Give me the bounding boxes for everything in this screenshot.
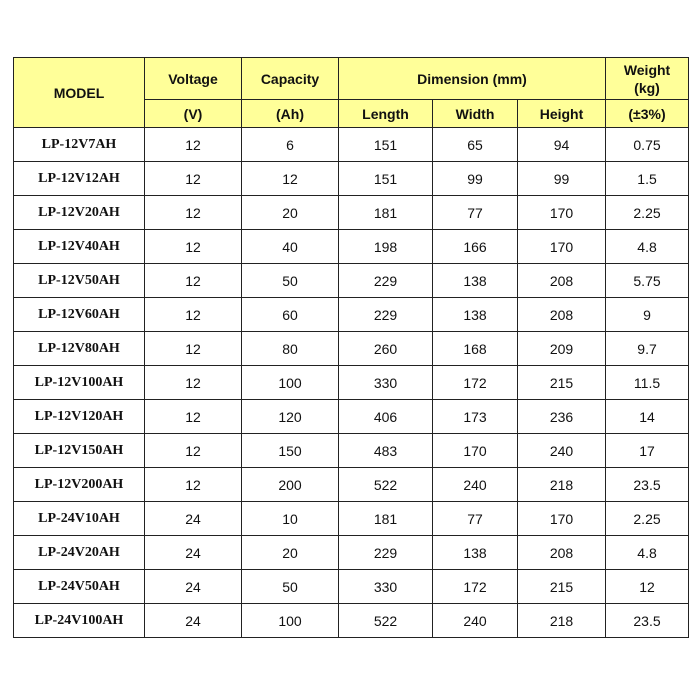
cell-voltage: 12 bbox=[145, 400, 242, 434]
cell-model: LP-12V200AH bbox=[14, 468, 145, 502]
cell-height: 215 bbox=[518, 366, 606, 400]
cell-capacity: 10 bbox=[242, 502, 339, 536]
header-weight bbox=[606, 58, 689, 100]
cell-height: 218 bbox=[518, 604, 606, 638]
cell-model: LP-12V20AH bbox=[14, 196, 145, 230]
cell-weight: 12 bbox=[606, 570, 689, 604]
cell-voltage: 24 bbox=[145, 502, 242, 536]
table-row bbox=[14, 604, 689, 638]
cell-voltage: 12 bbox=[145, 230, 242, 264]
header-model: MODEL bbox=[14, 58, 145, 128]
cell-length: 522 bbox=[339, 468, 433, 502]
cell-length: 330 bbox=[339, 366, 433, 400]
cell-voltage: 12 bbox=[145, 366, 242, 400]
cell-width: 172 bbox=[433, 570, 518, 604]
cell-height: 209 bbox=[518, 332, 606, 366]
cell-capacity: 12 bbox=[242, 162, 339, 196]
cell-weight: 4.8 bbox=[606, 230, 689, 264]
cell-length: 483 bbox=[339, 434, 433, 468]
cell-voltage: 24 bbox=[145, 604, 242, 638]
cell-width: 65 bbox=[433, 128, 518, 162]
cell-voltage: 24 bbox=[145, 570, 242, 604]
cell-height: 208 bbox=[518, 264, 606, 298]
cell-weight: 23.5 bbox=[606, 468, 689, 502]
table-body bbox=[14, 128, 689, 638]
table-row bbox=[14, 298, 689, 332]
cell-height: 240 bbox=[518, 434, 606, 468]
cell-capacity: 200 bbox=[242, 468, 339, 502]
cell-length: 181 bbox=[339, 196, 433, 230]
cell-model: LP-12V150AH bbox=[14, 434, 145, 468]
cell-height: 170 bbox=[518, 230, 606, 264]
header-capacity-unit: (Ah) bbox=[242, 100, 339, 128]
cell-weight: 9 bbox=[606, 298, 689, 332]
cell-model: LP-12V80AH bbox=[14, 332, 145, 366]
cell-width: 138 bbox=[433, 298, 518, 332]
cell-width: 99 bbox=[433, 162, 518, 196]
cell-length: 406 bbox=[339, 400, 433, 434]
cell-model: LP-12V40AH bbox=[14, 230, 145, 264]
cell-width: 173 bbox=[433, 400, 518, 434]
cell-capacity: 50 bbox=[242, 570, 339, 604]
cell-length: 330 bbox=[339, 570, 433, 604]
cell-height: 94 bbox=[518, 128, 606, 162]
table-row bbox=[14, 162, 689, 196]
cell-model: LP-12V50AH bbox=[14, 264, 145, 298]
cell-voltage: 12 bbox=[145, 468, 242, 502]
cell-weight: 2.25 bbox=[606, 502, 689, 536]
cell-weight: 0.75 bbox=[606, 128, 689, 162]
header-dimension: Dimension (mm) bbox=[339, 58, 606, 100]
table-row bbox=[14, 366, 689, 400]
table-row bbox=[14, 400, 689, 434]
cell-width: 77 bbox=[433, 196, 518, 230]
cell-length: 260 bbox=[339, 332, 433, 366]
table-row bbox=[14, 230, 689, 264]
cell-capacity: 150 bbox=[242, 434, 339, 468]
cell-voltage: 12 bbox=[145, 128, 242, 162]
cell-width: 240 bbox=[433, 468, 518, 502]
cell-capacity: 120 bbox=[242, 400, 339, 434]
header-weight-label: Weight bbox=[623, 61, 671, 78]
cell-height: 208 bbox=[518, 536, 606, 570]
cell-width: 166 bbox=[433, 230, 518, 264]
header-voltage-unit: (V) bbox=[145, 100, 242, 128]
cell-capacity: 6 bbox=[242, 128, 339, 162]
cell-weight: 14 bbox=[606, 400, 689, 434]
cell-voltage: 12 bbox=[145, 332, 242, 366]
table-row bbox=[14, 502, 689, 536]
table-row bbox=[14, 434, 689, 468]
header-weight-kg: (kg) bbox=[634, 79, 660, 96]
cell-width: 172 bbox=[433, 366, 518, 400]
header-length: Length bbox=[339, 100, 433, 128]
cell-weight: 2.25 bbox=[606, 196, 689, 230]
cell-voltage: 12 bbox=[145, 162, 242, 196]
cell-weight: 17 bbox=[606, 434, 689, 468]
header-capacity: Capacity bbox=[242, 58, 339, 100]
cell-capacity: 50 bbox=[242, 264, 339, 298]
cell-weight: 9.7 bbox=[606, 332, 689, 366]
battery-spec-table bbox=[13, 57, 689, 638]
cell-height: 208 bbox=[518, 298, 606, 332]
cell-model: LP-24V50AH bbox=[14, 570, 145, 604]
cell-height: 218 bbox=[518, 468, 606, 502]
table-row bbox=[14, 468, 689, 502]
cell-height: 170 bbox=[518, 196, 606, 230]
header-height: Height bbox=[518, 100, 606, 128]
cell-model: LP-12V7AH bbox=[14, 128, 145, 162]
cell-voltage: 24 bbox=[145, 536, 242, 570]
cell-model: LP-12V120AH bbox=[14, 400, 145, 434]
cell-length: 198 bbox=[339, 230, 433, 264]
cell-capacity: 80 bbox=[242, 332, 339, 366]
cell-voltage: 12 bbox=[145, 196, 242, 230]
cell-width: 168 bbox=[433, 332, 518, 366]
header-voltage: Voltage bbox=[145, 58, 242, 100]
cell-capacity: 100 bbox=[242, 366, 339, 400]
cell-length: 151 bbox=[339, 162, 433, 196]
cell-height: 170 bbox=[518, 502, 606, 536]
cell-width: 240 bbox=[433, 604, 518, 638]
table-row bbox=[14, 196, 689, 230]
cell-voltage: 12 bbox=[145, 434, 242, 468]
cell-model: LP-12V60AH bbox=[14, 298, 145, 332]
cell-length: 151 bbox=[339, 128, 433, 162]
cell-width: 170 bbox=[433, 434, 518, 468]
cell-model: LP-12V12AH bbox=[14, 162, 145, 196]
cell-model: LP-24V100AH bbox=[14, 604, 145, 638]
table-row bbox=[14, 264, 689, 298]
header-width: Width bbox=[433, 100, 518, 128]
header-row-top bbox=[14, 58, 689, 100]
cell-capacity: 40 bbox=[242, 230, 339, 264]
table-row bbox=[14, 128, 689, 162]
cell-capacity: 20 bbox=[242, 196, 339, 230]
cell-length: 229 bbox=[339, 536, 433, 570]
header-weight-unit: (±3%) bbox=[606, 100, 689, 128]
table-row bbox=[14, 332, 689, 366]
cell-model: LP-24V20AH bbox=[14, 536, 145, 570]
cell-capacity: 100 bbox=[242, 604, 339, 638]
cell-model: LP-12V100AH bbox=[14, 366, 145, 400]
cell-voltage: 12 bbox=[145, 264, 242, 298]
cell-width: 77 bbox=[433, 502, 518, 536]
cell-length: 229 bbox=[339, 264, 433, 298]
table-row bbox=[14, 570, 689, 604]
cell-capacity: 20 bbox=[242, 536, 339, 570]
cell-weight: 5.75 bbox=[606, 264, 689, 298]
cell-weight: 11.5 bbox=[606, 366, 689, 400]
cell-length: 522 bbox=[339, 604, 433, 638]
cell-weight: 23.5 bbox=[606, 604, 689, 638]
cell-length: 229 bbox=[339, 298, 433, 332]
cell-weight: 1.5 bbox=[606, 162, 689, 196]
cell-height: 215 bbox=[518, 570, 606, 604]
cell-width: 138 bbox=[433, 536, 518, 570]
cell-height: 99 bbox=[518, 162, 606, 196]
cell-model: LP-24V10AH bbox=[14, 502, 145, 536]
table-row bbox=[14, 536, 689, 570]
cell-weight: 4.8 bbox=[606, 536, 689, 570]
cell-height: 236 bbox=[518, 400, 606, 434]
cell-length: 181 bbox=[339, 502, 433, 536]
cell-voltage: 12 bbox=[145, 298, 242, 332]
cell-capacity: 60 bbox=[242, 298, 339, 332]
cell-width: 138 bbox=[433, 264, 518, 298]
